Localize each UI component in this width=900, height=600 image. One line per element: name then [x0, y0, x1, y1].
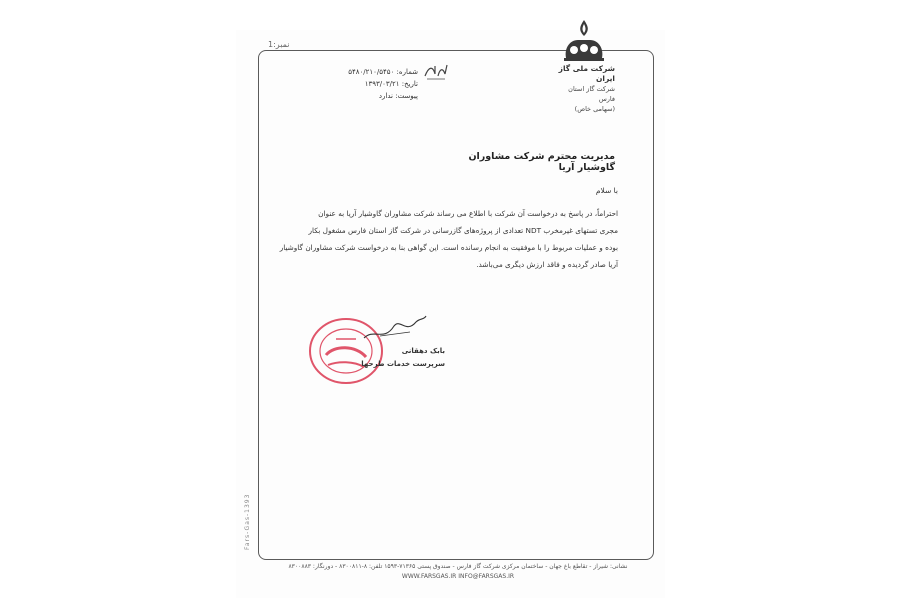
signer-name: بابک دهقانی [401, 347, 445, 355]
addressee: مدیریت محترم شرکت مشاوران گاوشیار آریا [468, 151, 615, 173]
letter-attachment: پیوست: ندارد [378, 92, 418, 100]
bismillah-calligraphy [423, 62, 449, 82]
company-line-2: فارس [598, 95, 615, 103]
company-name: شرکت ملی گاز ایران [558, 64, 615, 83]
company-line-3: (سهامی خاص) [574, 105, 615, 113]
body-line: مجری تستهای غیرمخرب NDT تعدادی از پروژه‌های گازرسانی در شرکت گاز استان فارس مشغول بکار [308, 226, 618, 235]
company-header [545, 64, 615, 114]
signer-block [355, 345, 445, 371]
letter-frame [258, 50, 654, 560]
letter-footer [262, 562, 654, 582]
letter-number: شماره: ۵۴۸۰/۲۱۰/۵۴۵۰ [348, 68, 418, 76]
greeting: با سلام [595, 186, 618, 195]
footer-address: نشانی: شیراز - تقاطع باغ جهان - ساختمان مرکزی شرکت گاز فارس - صندوق پستی ۷۱۳۶۵-۱۵۹۳ تلفن: ۸-۸۳۰۰۸۱۱ - دورنگار: ۸۳۰۰۸۸۳ [288, 563, 628, 570]
handwritten-signature [360, 308, 430, 348]
margin-code: Fars-Gas-1393 [244, 493, 251, 550]
gas-company-logo [556, 18, 612, 64]
body-line: آریا صادر گردیده و فاقد ارزش دیگری می‌باشد. [476, 260, 618, 269]
page-marker: نمبر:1 [268, 40, 290, 49]
body-line: احتراماً، در پاسخ به درخواست آن شرکت با اطلاع می رساند شرکت مشاوران گاوشیار آریا به عنوان [318, 209, 618, 218]
signer-title: سرپرست خدمات طرحها [361, 360, 445, 368]
body-line: بوده و عملیات مربوط را با موفقیت به انجام رسانده است. این گواهی بنا به درخواست شرکت مشاوران گاوشیار [279, 243, 618, 252]
footer-web: WWW.FARSGAS.IR INFO@FARSGAS.IR [401, 573, 515, 580]
letter-body [270, 205, 618, 273]
reference-block [318, 66, 418, 102]
company-line-1: شرکت گاز استان [568, 85, 615, 93]
letter-date: تاریخ: ۱۳۹۳/۰۳/۲۱ [364, 80, 418, 88]
